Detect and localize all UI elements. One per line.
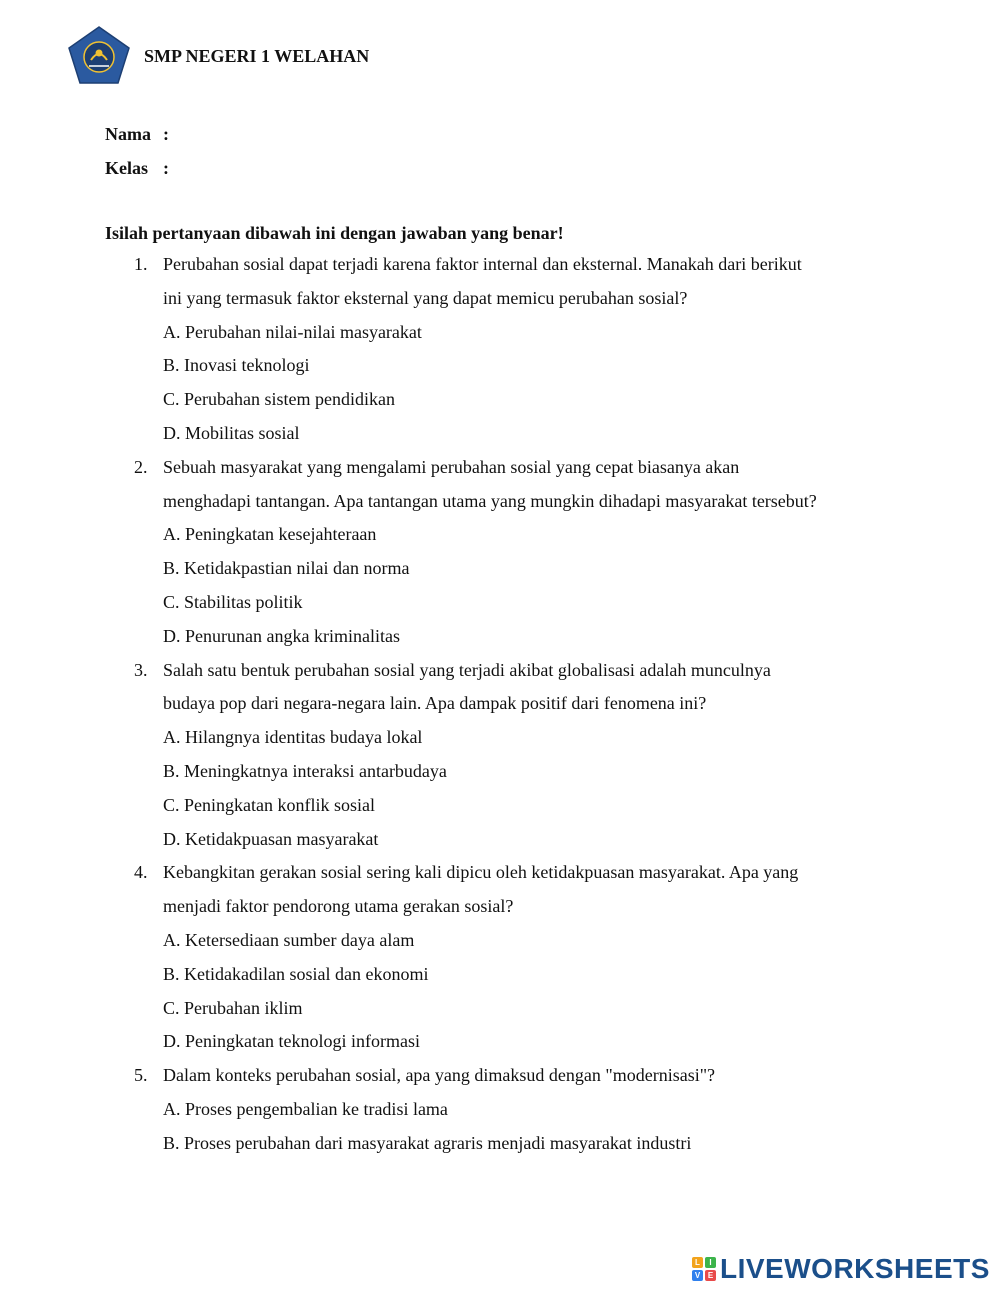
class-separator: : <box>163 157 169 178</box>
answer-option-b[interactable]: B. Ketidakadilan sosial dan ekonomi <box>163 963 429 984</box>
question-text: ini yang termasuk faktor eksternal yang dapat memicu perubahan sosial? <box>163 287 688 308</box>
question-5 <box>130 1059 910 1160</box>
question-list <box>130 248 910 1161</box>
answer-option-a[interactable]: A. Proses pengembalian ke tradisi lama <box>163 1098 448 1119</box>
school-emblem-icon <box>68 26 130 84</box>
question-1 <box>130 248 910 451</box>
liveworksheets-brand-text: LIVEWORKSHEETS <box>720 1253 990 1284</box>
question-text: Kebangkitan gerakan sosial sering kali dipicu oleh ketidakpuasan masyarakat. Apa yang <box>163 862 799 883</box>
answer-option-b[interactable]: B. Meningkatnya interaksi antarbudaya <box>163 760 447 781</box>
question-number: 4. <box>134 862 148 883</box>
question-text: menjadi faktor pendorong utama gerakan sosial? <box>163 896 514 917</box>
answer-option-b[interactable]: B. Proses perubahan dari masyarakat agraris menjadi masyarakat industri <box>163 1132 692 1153</box>
question-text: Dalam konteks perubahan sosial, apa yang dimaksud dengan "modernisasi"? <box>163 1065 716 1086</box>
question-3 <box>130 654 910 857</box>
answer-option-d[interactable]: D. Penurunan angka kriminalitas <box>163 625 400 646</box>
question-text: menghadapi tantangan. Apa tantangan utama yang mungkin dihadapi masyarakat tersebut? <box>163 490 817 511</box>
answer-option-a[interactable]: A. Hilangnya identitas budaya lokal <box>163 727 423 748</box>
answer-option-a[interactable]: A. Perubahan nilai-nilai masyarakat <box>163 321 422 342</box>
answer-option-d[interactable]: D. Mobilitas sosial <box>163 422 300 443</box>
name-label: Nama <box>105 123 151 144</box>
instruction-heading: Isilah pertanyaan dibawah ini dengan jawaban yang benar! <box>105 223 564 243</box>
name-separator: : <box>163 123 169 144</box>
answer-option-d[interactable]: D. Peningkatan teknologi informasi <box>163 1031 420 1052</box>
question-text: budaya pop dari negara-negara lain. Apa dampak positif dari fenomena ini? <box>163 693 707 714</box>
liveworksheets-mark-icon: L I V E <box>692 1257 716 1281</box>
answer-option-b[interactable]: B. Inovasi teknologi <box>163 355 310 376</box>
question-number: 5. <box>134 1065 148 1086</box>
student-identity <box>105 117 169 185</box>
answer-option-a[interactable]: A. Ketersediaan sumber daya alam <box>163 929 415 950</box>
question-number: 2. <box>134 456 148 477</box>
question-text: Salah satu bentuk perubahan sosial yang terjadi akibat globalisasi adalah munculnya <box>163 659 771 680</box>
class-label: Kelas <box>105 157 148 178</box>
question-text: Sebuah masyarakat yang mengalami perubahan sosial yang cepat biasanya akan <box>163 456 740 477</box>
liveworksheets-logo <box>692 1252 990 1286</box>
answer-option-c[interactable]: C. Perubahan iklim <box>163 997 303 1018</box>
answer-option-a[interactable]: A. Peningkatan kesejahteraan <box>163 524 377 545</box>
answer-option-c[interactable]: C. Peningkatan konflik sosial <box>163 794 375 815</box>
question-number: 3. <box>134 659 148 680</box>
question-4 <box>130 856 910 1059</box>
name-row <box>105 117 169 151</box>
question-text: Perubahan sosial dapat terjadi karena faktor internal dan eksternal. Manakah dari berikut <box>163 254 802 274</box>
school-name: SMP NEGERI 1 WELAHAN <box>144 46 370 66</box>
class-row <box>105 151 169 185</box>
page-header <box>68 26 668 84</box>
question-2 <box>130 451 910 654</box>
answer-option-c[interactable]: C. Perubahan sistem pendidikan <box>163 389 395 410</box>
answer-option-d[interactable]: D. Ketidakpuasan masyarakat <box>163 828 379 849</box>
answer-option-c[interactable]: C. Stabilitas politik <box>163 591 303 612</box>
answer-option-b[interactable]: B. Ketidakpastian nilai dan norma <box>163 558 410 579</box>
question-number: 1. <box>134 254 148 274</box>
